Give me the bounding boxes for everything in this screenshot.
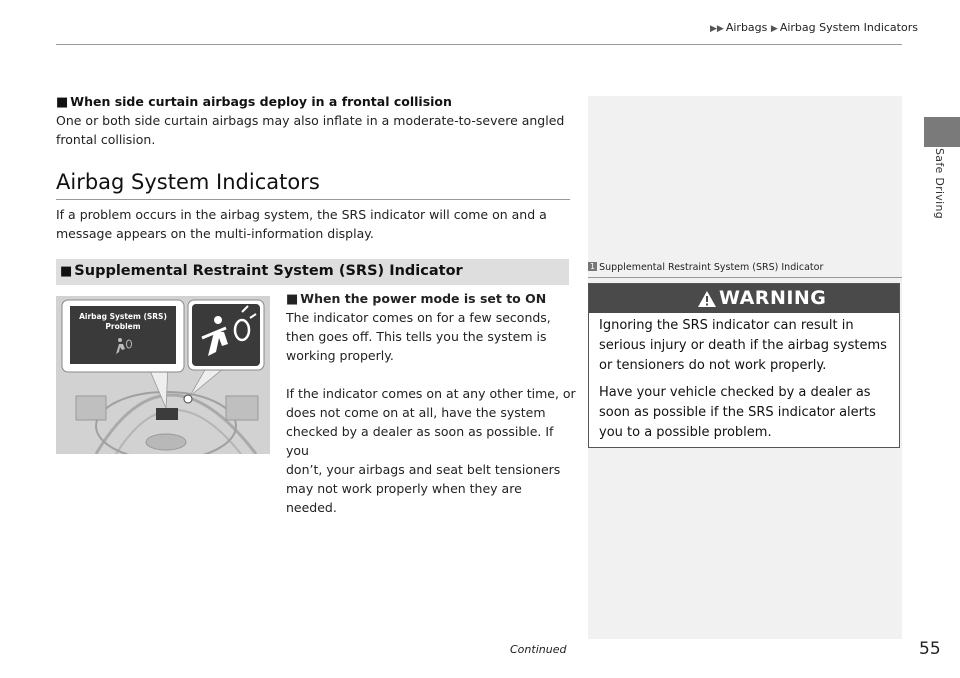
section-intro-line2: message appears on the multi-information display.	[56, 226, 374, 241]
square-bullet-icon: ■	[286, 292, 299, 307]
double-arrow-icon: ▶▶	[710, 24, 724, 34]
chapter-tab-label: Safe Driving	[933, 148, 946, 220]
square-bullet-icon: ■	[56, 95, 69, 110]
collision-subheading: ■ When side curtain airbags deploy in a frontal collision	[56, 94, 452, 110]
note-rule	[588, 277, 902, 278]
chapter-tab[interactable]	[924, 117, 960, 147]
breadcrumb-item-airbags[interactable]: Airbags	[725, 21, 768, 34]
note-number-badge: 1	[590, 262, 596, 271]
srs-paragraph-2: If the indicator comes on at any other time, or does not come on at all, have the system checked by a dealer as soon as possible. If you don’t, your airbags and seat belt tensioners may not work properly when they are needed.	[286, 386, 576, 515]
warning-paragraph-1: Ignoring the SRS indicator can result in serious injury or death if the airbag systems or tensioners do not work properly.	[599, 318, 887, 373]
section-rule	[56, 199, 570, 200]
srs-subheading: ■ When the power mode is set to ON	[286, 291, 547, 307]
continued-label: Continued	[510, 643, 567, 656]
header-divider	[56, 44, 902, 45]
note-heading: 1 Supplemental Restraint System (SRS) Indicator	[590, 262, 824, 273]
square-bullet-icon: ■	[60, 264, 73, 279]
collision-text-line2: frontal collision.	[56, 132, 156, 147]
warning-label: WARNING	[719, 287, 827, 309]
srs-display-text: Airbag System (SRS) Problem	[79, 312, 167, 331]
srs-paragraph-1: The indicator comes on for a few seconds, then goes off. This tells you the system is working properly.	[286, 310, 551, 363]
page-number: 55	[919, 639, 941, 659]
section-intro-line1: If a problem occurs in the airbag system, the SRS indicator will come on and a	[56, 207, 547, 222]
section-title: Airbag System Indicators	[56, 170, 320, 194]
warning-triangle-icon	[697, 290, 717, 308]
collision-text-line1: One or both side curtain airbags may also inflate in a moderate-to-severe angled	[56, 113, 565, 128]
srs-section-title: ■ Supplemental Restraint System (SRS) Indicator	[60, 263, 463, 279]
warning-box	[588, 283, 900, 448]
dashboard-illustration	[56, 296, 270, 454]
breadcrumb-item-indicators[interactable]: Airbag System Indicators	[779, 21, 918, 34]
warning-paragraph-2: Have your vehicle checked by a dealer as soon as possible if the SRS indicator alerts you to a possible problem.	[599, 385, 876, 440]
arrow-icon: ▶	[770, 24, 778, 34]
breadcrumb	[710, 21, 918, 34]
